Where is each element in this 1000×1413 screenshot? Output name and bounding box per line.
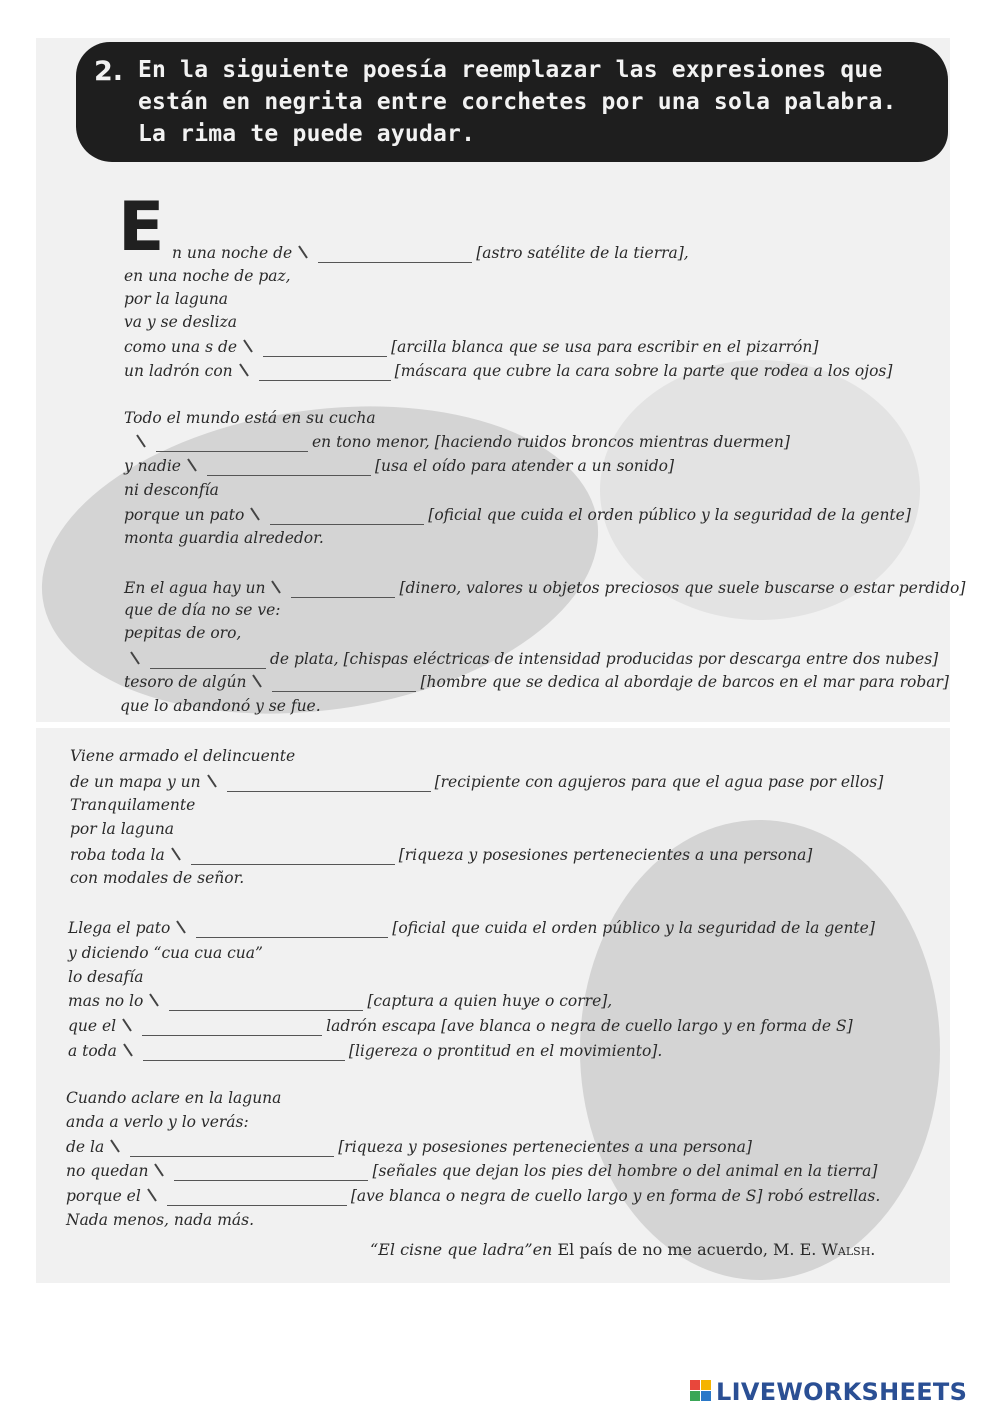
answer-field[interactable] (272, 675, 416, 692)
poem-line: en tono menor, [haciendo ruidos broncos mientras duermen] (130, 430, 790, 454)
pencil-icon (248, 506, 262, 522)
pencil-icon (174, 919, 188, 935)
poem-line: En el agua hay un [dinero, valores u objetos preciosos que suele buscarse o estar perdido] (124, 579, 966, 597)
poem-line: ni desconfía (124, 481, 219, 499)
poem-line: no quedan [señales que dejan los pies del hombre o del animal en la tierra] (66, 1162, 878, 1180)
poem-line: roba toda la [riqueza y posesiones pertenecientes a una persona] (70, 846, 813, 864)
pencil-icon (147, 992, 161, 1008)
answer-field[interactable] (196, 921, 388, 938)
poem-line: como una s de [arcilla blanca que se usa para escribir en el pizarrón] (124, 338, 819, 356)
poem-line: que lo abandonó y se fue. (120, 697, 321, 715)
poem-title: “El cisne que ladra” (370, 1240, 533, 1259)
poem-line: monta guardia alrededor. (124, 529, 324, 547)
pencil-icon (296, 244, 310, 260)
poem-line: y nadie [usa el oído para atender a un sonido] (124, 457, 675, 475)
poem-line: Tranquilamente (70, 796, 196, 814)
pencil-icon (134, 433, 148, 449)
pencil-icon (185, 457, 199, 473)
pencil-icon (128, 650, 142, 666)
poem-line: n una noche de [astro satélite de la tierra], (172, 244, 689, 262)
exercise-header (76, 42, 948, 162)
poem-line: porque el [ave blanca o negra de cuello largo y en forma de S] robó estrellas. (66, 1187, 881, 1205)
poem-line: lo desafía (68, 968, 144, 986)
exercise-number: 2. (94, 56, 124, 87)
answer-field[interactable] (318, 246, 472, 263)
poem-line: de un mapa y un [recipiente con agujeros para que el agua pase por ellos] (70, 773, 884, 791)
answer-field[interactable] (143, 1044, 345, 1061)
pencil-icon (108, 1138, 122, 1154)
pencil-icon (169, 846, 183, 862)
answer-field[interactable] (263, 340, 387, 357)
poem-line: un ladrón con [máscara que cubre la cara sobre la parte que rodea a los ojos] (124, 362, 893, 380)
answer-field[interactable] (169, 994, 363, 1011)
pencil-icon (120, 1017, 134, 1033)
brand-name: LIVEWORKSHEETS (716, 1378, 968, 1406)
answer-field[interactable] (191, 848, 395, 865)
author-name: Walsh. (821, 1240, 876, 1259)
poem-line: de plata, [chispas eléctricas de intensidad producidas por descarga entre dos nubes] (124, 647, 938, 671)
pencil-icon (205, 773, 219, 789)
poem-line: Llega el pato [oficial que cuida el orden público y la seguridad de la gente] (68, 919, 875, 937)
pencil-icon (241, 338, 255, 354)
poem-line: Cuando aclare en la laguna (66, 1089, 282, 1107)
book-info: El país de no me acuerdo, M. E. (557, 1240, 817, 1259)
poem-line: de la [riqueza y posesiones pertenecientes a una persona] (66, 1138, 752, 1156)
poem-line: por la laguna (124, 290, 229, 308)
poem-line: a toda [ligereza o prontitud en el movimiento]. (68, 1042, 663, 1060)
answer-field[interactable] (150, 652, 266, 669)
answer-field[interactable] (167, 1189, 347, 1206)
answer-field[interactable] (142, 1019, 322, 1036)
poem-line: Viene armado el delincuente (70, 747, 296, 765)
answer-field[interactable] (227, 775, 431, 792)
poem-line: en una noche de paz, (124, 267, 291, 285)
poem-line: que de día no se ve: (124, 601, 281, 619)
poem-line: y diciendo “cua cua cua” (68, 944, 263, 962)
exercise-instructions: En la siguiente poesía reemplazar las expresiones que están en negrita entre corchetes por una sola palabra. La rima te puede ayudar. (138, 57, 897, 147)
poem-line: pepitas de oro, (124, 624, 242, 642)
answer-field[interactable] (270, 508, 424, 525)
poem-line: tesoro de algún [hombre que se dedica al abordaje de barcos en el mar para robar] (124, 673, 949, 691)
poem-line: que el ladrón escapa [ave blanca o negra de cuello largo y en forma de S] (68, 1017, 853, 1035)
scan-divider (36, 722, 950, 728)
liveworksheets-logo-icon (690, 1380, 712, 1402)
poem-line: porque un pato [oficial que cuida el orden público y la seguridad de la gente] (124, 506, 911, 524)
answer-field[interactable] (156, 435, 308, 452)
pencil-icon (121, 1042, 135, 1058)
poem-line: Todo el mundo está en su cucha (124, 409, 376, 427)
answer-field[interactable] (174, 1164, 368, 1181)
poem-line: con modales de señor. (70, 869, 245, 887)
answer-field[interactable] (291, 581, 395, 598)
drop-cap: E (118, 188, 165, 267)
poem-line: anda a verlo y lo verás: (66, 1113, 249, 1131)
answer-field[interactable] (207, 459, 371, 476)
poem-credit: “El cisne que ladra”en El país de no me acuerdo, M. E. Walsh. (370, 1240, 876, 1259)
pencil-icon (145, 1187, 159, 1203)
poem-line: mas no lo [captura a quien huye o corre], (68, 992, 613, 1010)
pencil-icon (152, 1162, 166, 1178)
pencil-icon (269, 579, 283, 595)
poem-line: por la laguna (70, 820, 175, 838)
pencil-icon (250, 673, 264, 689)
answer-field[interactable] (130, 1140, 334, 1157)
pencil-icon (237, 362, 251, 378)
poem-line: va y se desliza (124, 313, 238, 331)
answer-field[interactable] (259, 364, 391, 381)
poem-line: Nada menos, nada más. (66, 1211, 255, 1229)
